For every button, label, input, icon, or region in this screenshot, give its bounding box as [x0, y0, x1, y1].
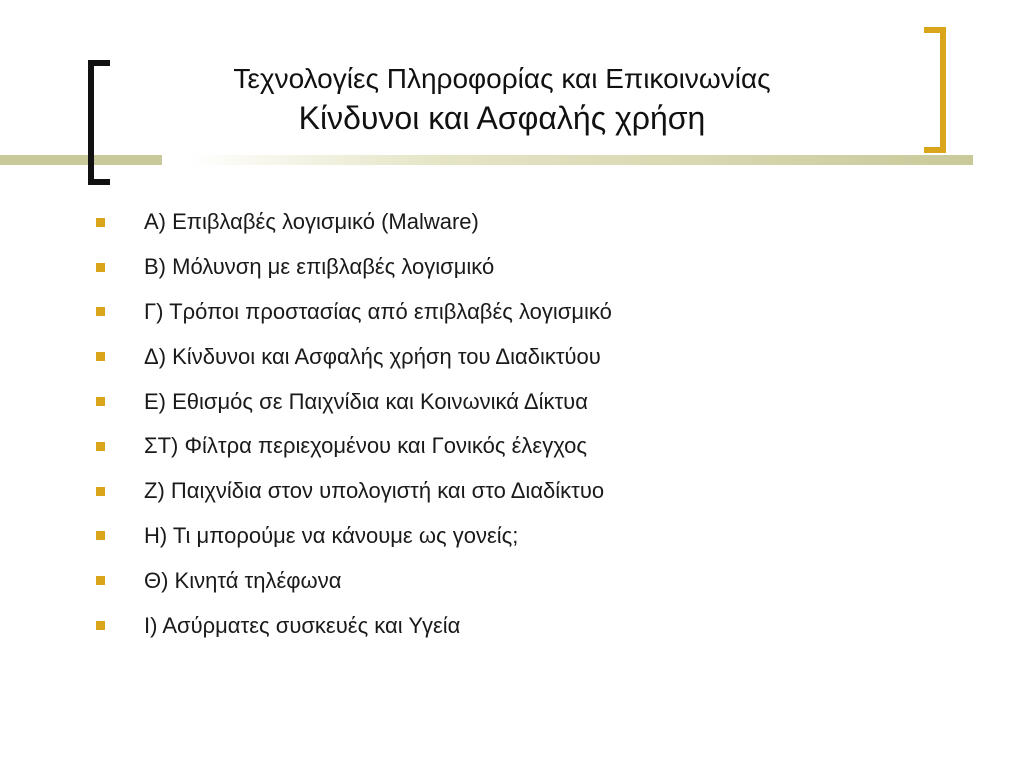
bullet-text: ΣΤ) Φίλτρα περιεχομένου και Γονικός έλεγχος: [144, 433, 587, 459]
decorative-band-left: [0, 155, 162, 165]
list-item: [96, 424, 612, 469]
bullet-text: Η) Τι μπορούμε να κάνουμε ως γονείς;: [144, 522, 519, 548]
list-item: [96, 200, 612, 245]
bullet-text: Ι) Ασύρματες συσκευές και Υγεία: [144, 612, 461, 638]
decorative-band-right: [190, 155, 973, 165]
right-bracket-decoration: [924, 27, 946, 153]
list-item: [96, 334, 612, 379]
list-item: [96, 245, 612, 290]
bullet-text: Θ) Κινητά τηλέφωνα: [144, 567, 342, 593]
title-line-2: Κίνδυνοι και Ασφαλής χρήση: [298, 100, 706, 136]
square-bullet-icon: [96, 621, 105, 630]
list-item: [96, 290, 612, 335]
list-item: [96, 469, 612, 514]
square-bullet-icon: [96, 307, 105, 316]
list-item: [96, 379, 612, 424]
left-bracket-decoration: [88, 60, 110, 185]
square-bullet-icon: [96, 397, 105, 406]
title-line-1: Τεχνολογίες Πληροφορίας και Επικοινωνίας: [233, 63, 771, 94]
bullet-text: Ε) Εθισμός σε Παιχνίδια και Κοινωνικά Δίκτυα: [144, 388, 588, 414]
bullet-text: Ζ) Παιχνίδια στον υπολογιστή και στο Διαδίκτυο: [144, 478, 605, 504]
square-bullet-icon: [96, 487, 105, 496]
list-item: [96, 558, 612, 603]
bullet-text: Β) Μόλυνση με επιβλαβές λογισμικό: [144, 254, 495, 280]
square-bullet-icon: [96, 263, 105, 272]
square-bullet-icon: [96, 352, 105, 361]
square-bullet-icon: [96, 531, 105, 540]
slide-title: [110, 60, 894, 138]
list-item: [96, 514, 612, 559]
bullet-list: [96, 200, 612, 648]
square-bullet-icon: [96, 218, 105, 227]
list-item: [96, 603, 612, 648]
bullet-text: Δ) Κίνδυνοι και Ασφαλής χρήση του Διαδικτύου: [144, 343, 601, 369]
bullet-text: Γ) Τρόποι προστασίας από επιβλαβές λογισμικό: [144, 298, 612, 324]
square-bullet-icon: [96, 576, 105, 585]
bullet-text: Α) Επιβλαβές λογισμικό (Malware): [144, 209, 479, 235]
square-bullet-icon: [96, 442, 105, 451]
